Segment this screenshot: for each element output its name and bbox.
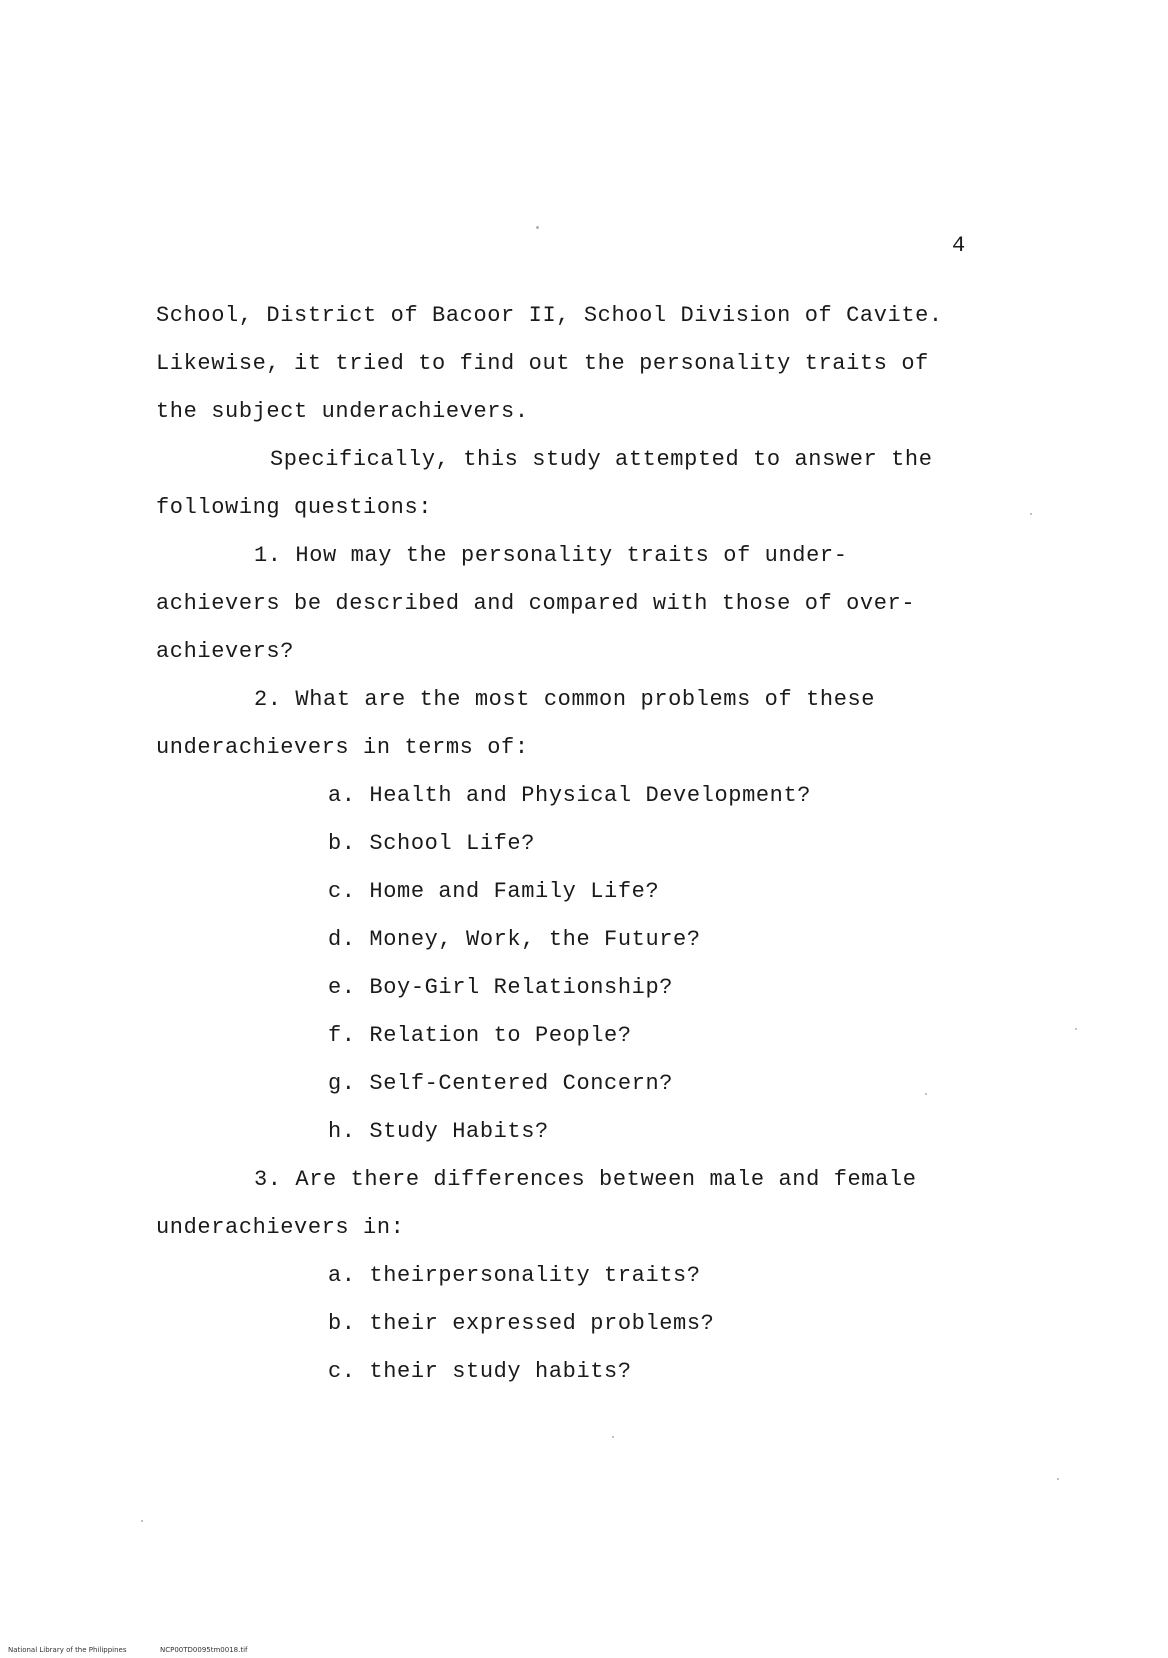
- question-3: 3. Are there differences between male and female: [254, 1167, 917, 1192]
- scan-speck: [1057, 1478, 1059, 1480]
- scan-speck: [1030, 513, 1032, 515]
- list-item: c. Home and Family Life?: [328, 879, 660, 904]
- list-item: b. School Life?: [328, 831, 536, 856]
- question-1: 1. How may the personality traits of under-: [254, 543, 848, 568]
- question-2: 2. What are the most common problems of these: [254, 687, 876, 712]
- footer-file-id: NCP00TD0095tm0018.tif: [160, 1646, 248, 1654]
- scan-speck: [612, 1436, 614, 1438]
- text-line: achievers?: [156, 639, 295, 664]
- scan-speck: [925, 1093, 927, 1095]
- list-item: e. Boy-Girl Relationship?: [328, 975, 674, 1000]
- text-line: Specifically, this study attempted to answer the: [270, 447, 933, 472]
- list-item: a. Health and Physical Development?: [328, 783, 812, 808]
- page-number: 4: [952, 233, 966, 258]
- list-item: c. their study habits?: [328, 1359, 632, 1384]
- footer-library: National Library of the Philippines: [8, 1646, 127, 1654]
- text-line: School, District of Bacoor II, School Division of Cavite.: [156, 303, 943, 328]
- scan-speck: [141, 1520, 143, 1522]
- text-line: Likewise, it tried to find out the personality traits of: [156, 351, 929, 376]
- list-item: d. Money, Work, the Future?: [328, 927, 701, 952]
- list-item: a. theirpersonality traits?: [328, 1263, 701, 1288]
- text-line: following questions:: [156, 495, 433, 520]
- scan-speck: [536, 226, 539, 229]
- text-line: underachievers in:: [156, 1215, 405, 1240]
- text-line: achievers be described and compared with those of over-: [156, 591, 916, 616]
- list-item: f. Relation to People?: [328, 1023, 632, 1048]
- scan-speck: [1075, 1028, 1077, 1030]
- list-item: g. Self-Centered Concern?: [328, 1071, 674, 1096]
- list-item: h. Study Habits?: [328, 1119, 549, 1144]
- text-line: underachievers in terms of:: [156, 735, 529, 760]
- list-item: b. their expressed problems?: [328, 1311, 715, 1336]
- text-line: the subject underachievers.: [156, 399, 529, 424]
